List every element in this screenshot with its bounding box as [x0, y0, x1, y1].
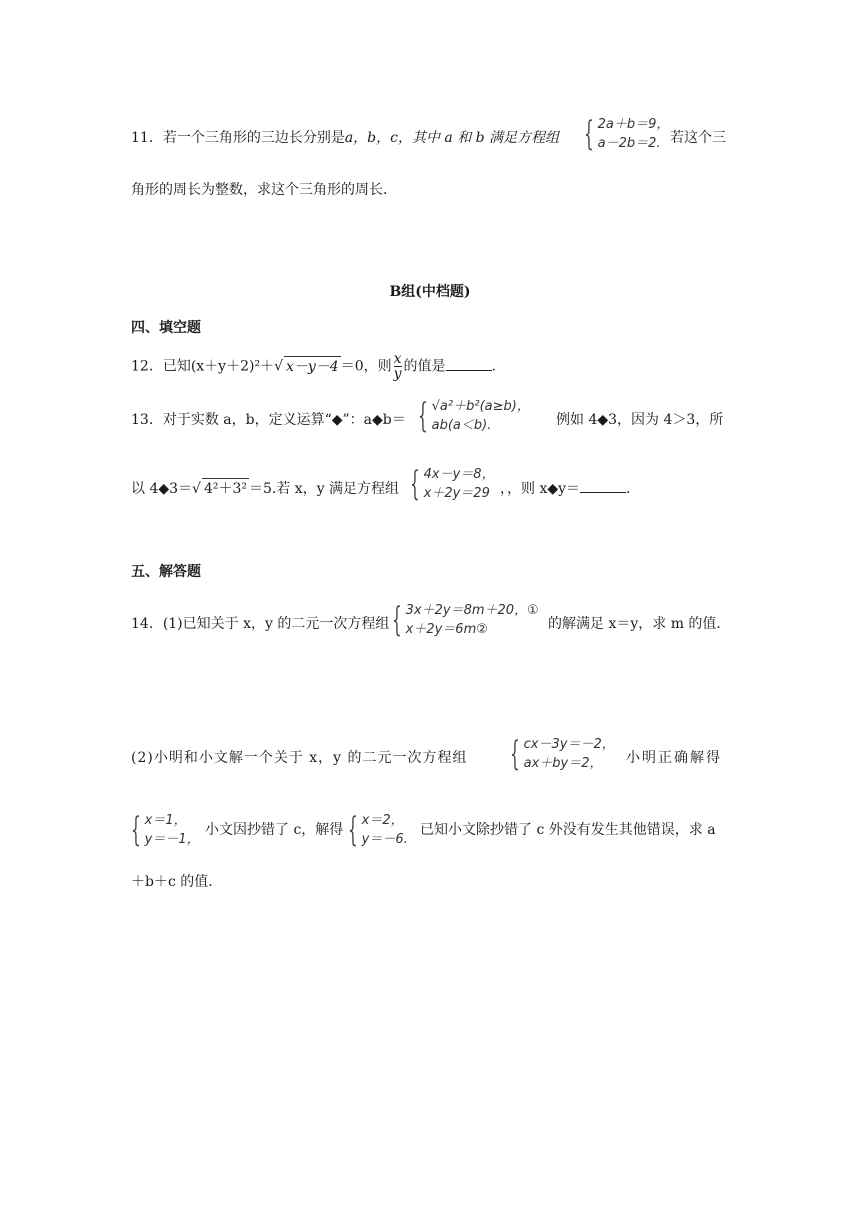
section-4-heading: 四、填空题: [131, 320, 201, 336]
section-b-heading: B组(中档题): [389, 284, 471, 300]
q13-line2-prefix: 以 4◆3＝: [131, 481, 193, 497]
q14b-correct-solution: { x＝1， y＝－1，: [131, 810, 200, 850]
q12-mid: ＝0，则: [340, 358, 392, 375]
q14a-equation-system: { 3x＋2y＝8m＋20，① x＋2y＝6m②: [392, 600, 539, 640]
q14b-eq2: ax＋by＝2，: [523, 756, 603, 771]
q14b-pre: (2)小明和小文解一个关于 x，y 的二元一次方程组: [131, 750, 468, 766]
q12-line: 12．已知(x＋y＋2)²＋√ x－y－4 ＝0，则 $\frac{x}{y}$ 的值是 .: [131, 351, 496, 382]
q14a-eq1: 3x＋2y＝8m＋20，①: [405, 603, 539, 618]
q14a-pre: 14．(1)已知关于 x，y 的二元一次方程组: [131, 616, 390, 632]
q14b-sol2-y: y＝－6.: [361, 832, 408, 847]
q14b-sol1-y: y＝－1，: [144, 832, 200, 847]
q14b-sol1-x: x＝1，: [144, 813, 187, 828]
q11-line1-post: 若这个三: [670, 130, 726, 146]
q11-vars: a，b，c，其中 a 和 b 满足方程组: [344, 130, 560, 146]
q14b-wrong-solution: { x＝2， y＝－6.: [348, 810, 408, 850]
q14b-line3: ＋b＋c 的值．: [131, 874, 223, 890]
q11-line2: 角形的周长为整数，求这个三角形的周长．: [131, 182, 397, 198]
q12-post: 的值是: [403, 358, 446, 375]
q14a-post: 的解满足 x＝y，求 m 的值．: [548, 616, 731, 632]
q12-prefix: 12．已知(x＋y＋2)²＋: [131, 358, 275, 375]
q14b-eq1: cx－3y＝－2，: [523, 737, 615, 752]
q13-line2-post: ，，则 x◆y＝ .: [500, 478, 630, 499]
q12-fraction: $\frac{x}{y}$: [393, 351, 402, 382]
q13-answer-blank[interactable]: [580, 478, 626, 493]
q13-line2-mid: ＝5.若 x，y 满足方程组: [249, 481, 400, 497]
q14b-equation-system: { cx－3y＝－2， ax＋by＝2，: [510, 734, 615, 774]
q13-line1-post: 例如 4◆3，因为 4＞3，所: [556, 412, 724, 428]
q11-eq2: a－2b＝2.: [597, 136, 661, 151]
q11-eq1: 2a＋b＝9，: [597, 117, 670, 132]
q13-eq1: 4x－y＝8，: [423, 467, 495, 482]
q13-equation-system: { 4x－y＝8， x＋2y＝29: [410, 464, 495, 504]
q11-equation-system: { 2a＋b＝9， a－2b＝2.: [584, 114, 670, 154]
q11-line1: [131, 128, 559, 148]
section-5-heading: 五、解答题: [131, 564, 201, 580]
q13-line2: 以 4◆3＝√ 4²＋3² ＝5.若 x，y 满足方程组: [131, 478, 399, 499]
q12-answer-blank[interactable]: [446, 356, 492, 371]
q13-line1-pre: 13．对于实数 a，b，定义运算“◆”：a◆b＝: [131, 412, 406, 428]
q14a-eq2: x＋2y＝6m②: [405, 622, 488, 637]
q12-sqrt: x－y－4: [284, 356, 341, 377]
q13-eq2: x＋2y＝29: [423, 486, 490, 501]
q13-case2: ab(a＜b).: [431, 418, 492, 433]
q11-prefix: 11．若一个三角形的三边长分别是: [131, 130, 345, 146]
q13-sqrt: 4²＋3²: [202, 478, 249, 499]
q14b-sol2-x: x＝2，: [361, 813, 404, 828]
q13-piecewise: { √a²＋b²(a≥b)， ab(a＜b).: [418, 396, 530, 436]
q13-case1: √a²＋b²(a≥b)，: [431, 399, 530, 414]
q14b-line2-post: 已知小文除抄错了 c 外没有发生其他错误，求 a: [420, 822, 716, 838]
q14b-post: 小明正确解得: [626, 750, 722, 766]
q14b-mid: 小文因抄错了 c，解得: [205, 822, 344, 838]
